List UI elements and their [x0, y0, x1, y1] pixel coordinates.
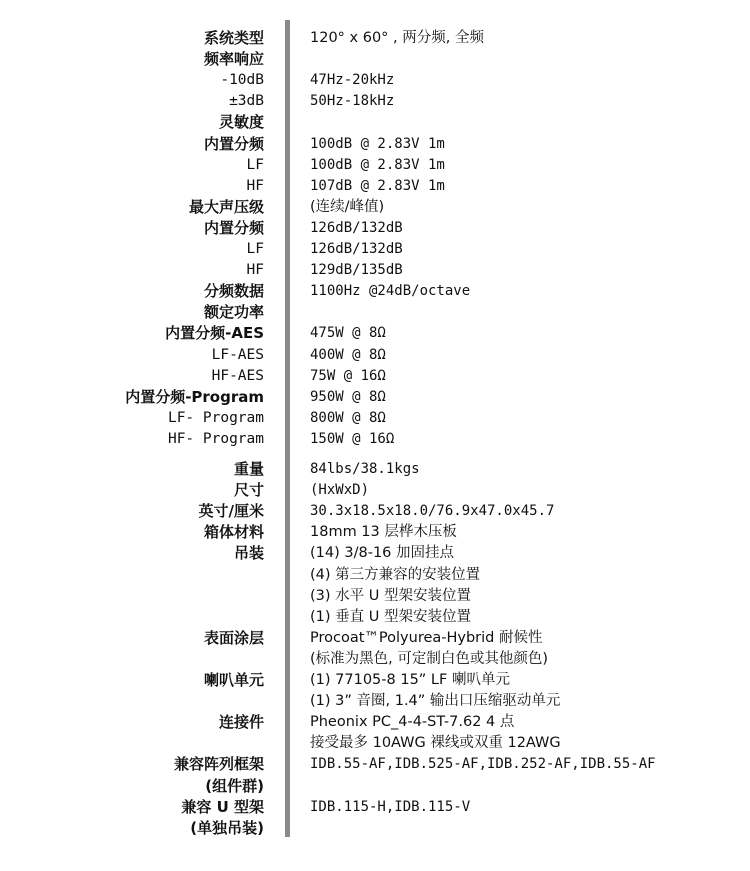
spec-row [0, 301, 750, 323]
spec-row [0, 775, 750, 797]
spec-value: (1) 3” 音圈, 1.4” 输出口压缩驱动单元 [310, 693, 561, 710]
spec-label: LF [246, 241, 264, 257]
spec-value: 1100Hz @24dB/octave [310, 283, 471, 300]
spec-value: 126dB/132dB [310, 219, 403, 236]
spec-row [0, 753, 750, 775]
spec-label: 吊装 [233, 544, 264, 563]
spec-label: 尺寸 [233, 481, 264, 500]
spec-row [0, 322, 750, 344]
spec-value: 47Hz-20kHz [310, 72, 395, 89]
spec-row [0, 669, 750, 691]
spec-row [0, 817, 750, 839]
spec-label: LF-AES [211, 346, 264, 363]
spec-row [0, 196, 750, 218]
spec-value: (1) 77105-8 15” LF 喇叭单元 [310, 672, 510, 688]
spec-value: 400W @ 8Ω [310, 346, 386, 363]
spec-label: 灵敏度 [218, 113, 264, 132]
spec-value: 120° x 60° , 两分频, 全频 [310, 30, 484, 46]
spec-value: IDB.115-H,IDB.115-V [310, 798, 471, 815]
spec-label: 内置分频 [203, 134, 264, 153]
spec-label: 英寸/厘米 [198, 502, 264, 521]
spec-row [0, 133, 750, 155]
spec-value: (HxWxD) [310, 482, 370, 499]
spec-label: 频率响应 [203, 50, 264, 69]
spec-label: HF-AES [211, 367, 264, 384]
spec-label: 重量 [233, 460, 264, 478]
spec-label: 表面涂层 [203, 628, 264, 647]
spec-row [0, 500, 750, 522]
spec-value: 107dB @ 2.83V 1m [310, 177, 445, 194]
spec-value: IDB.55-AF,IDB.525-AF,IDB.252-AF,IDB.55-AF [310, 756, 656, 773]
spec-value: 475W @ 8Ω [310, 325, 386, 342]
spec-row [0, 344, 750, 366]
spec-value: 150W @ 16Ω [310, 430, 395, 447]
spec-value: 126dB/132dB [310, 241, 403, 257]
spec-value: (3) 水平 U 型架安装位置 [310, 587, 471, 604]
spec-row [0, 27, 750, 49]
spec-row [0, 690, 750, 712]
spec-row [0, 407, 750, 429]
spec-label: 内置分频-Program [125, 387, 264, 406]
spec-value: 84lbs/38.1kgs [310, 461, 420, 477]
spec-label: (组件群) [205, 776, 264, 795]
spec-label: 兼容阵列框架 [173, 755, 264, 774]
spec-value: Pheonix PC_4-4-ST-7.62 4 点 [310, 714, 515, 731]
spec-row [0, 280, 750, 302]
spec-value: (4) 第三方兼容的安装位置 [310, 566, 481, 583]
spec-value: 18mm 13 层桦木压板 [310, 524, 457, 541]
spec-label: -10dB [220, 72, 264, 89]
spec-row [0, 711, 750, 733]
spec-row [0, 585, 750, 607]
spec-row [0, 111, 750, 133]
spec-row [0, 648, 750, 670]
spec-row [0, 564, 750, 586]
spec-label: 喇叭单元 [203, 671, 264, 689]
spec-label: 内置分频-AES [165, 324, 264, 343]
spec-row [0, 627, 750, 649]
spec-row [0, 386, 750, 408]
spec-label: 箱体材料 [203, 523, 264, 542]
spec-row [0, 175, 750, 197]
spec-row [0, 217, 750, 239]
spec-value: (1) 垂直 U 型架安装位置 [310, 608, 471, 625]
spec-value: 75W @ 16Ω [310, 367, 386, 384]
spec-row [0, 542, 750, 564]
spec-value: (连续/峰值) [310, 198, 385, 215]
spec-value: 950W @ 8Ω [310, 388, 386, 405]
spec-row [0, 458, 750, 480]
spec-row [0, 48, 750, 70]
spec-row [0, 238, 750, 260]
spec-value: (14) 3/8-16 加固挂点 [310, 545, 455, 562]
spec-label: 额定功率 [203, 303, 264, 322]
spec-label: 系统类型 [203, 29, 264, 47]
spec-label: LF [246, 156, 264, 173]
spec-value: Procoat™Polyurea-Hybrid 耐候性 [310, 629, 543, 646]
spec-label: LF- Program [167, 409, 264, 426]
spec-value: (标准为黑色, 可定制白色或其他颜色) [310, 650, 549, 667]
spec-row [0, 69, 750, 91]
spec-value: 100dB @ 2.83V 1m [310, 135, 445, 152]
spec-value: 30.3x18.5x18.0/76.9x47.0x45.7 [310, 503, 555, 520]
spec-row [0, 259, 750, 281]
spec-value: 100dB @ 2.83V 1m [310, 156, 445, 173]
spec-value: 800W @ 8Ω [310, 409, 386, 426]
spec-row [0, 428, 750, 450]
spec-label: HF- Program [167, 430, 264, 447]
spec-row [0, 90, 750, 112]
spec-row [0, 479, 750, 501]
spec-label: 最大声压级 [188, 197, 264, 216]
spec-row [0, 606, 750, 628]
spec-label: (单独吊装) [190, 818, 264, 837]
spec-row [0, 732, 750, 754]
spec-label: ±3dB [229, 93, 264, 110]
spec-row [0, 521, 750, 543]
spec-label: 内置分频 [203, 218, 264, 237]
spec-value: 50Hz-18kHz [310, 93, 395, 110]
spec-row [0, 365, 750, 387]
spec-value: 129dB/135dB [310, 262, 403, 279]
spec-label: HF [246, 262, 264, 279]
spec-label: 连接件 [218, 713, 264, 732]
spec-label: 分频数据 [203, 282, 264, 301]
spec-row [0, 796, 750, 818]
spec-label: 兼容 U 型架 [181, 797, 264, 816]
spec-label: HF [246, 177, 264, 194]
spec-row [0, 154, 750, 176]
spec-value: 接受最多 10AWG 裸线或双重 12AWG [310, 735, 561, 752]
